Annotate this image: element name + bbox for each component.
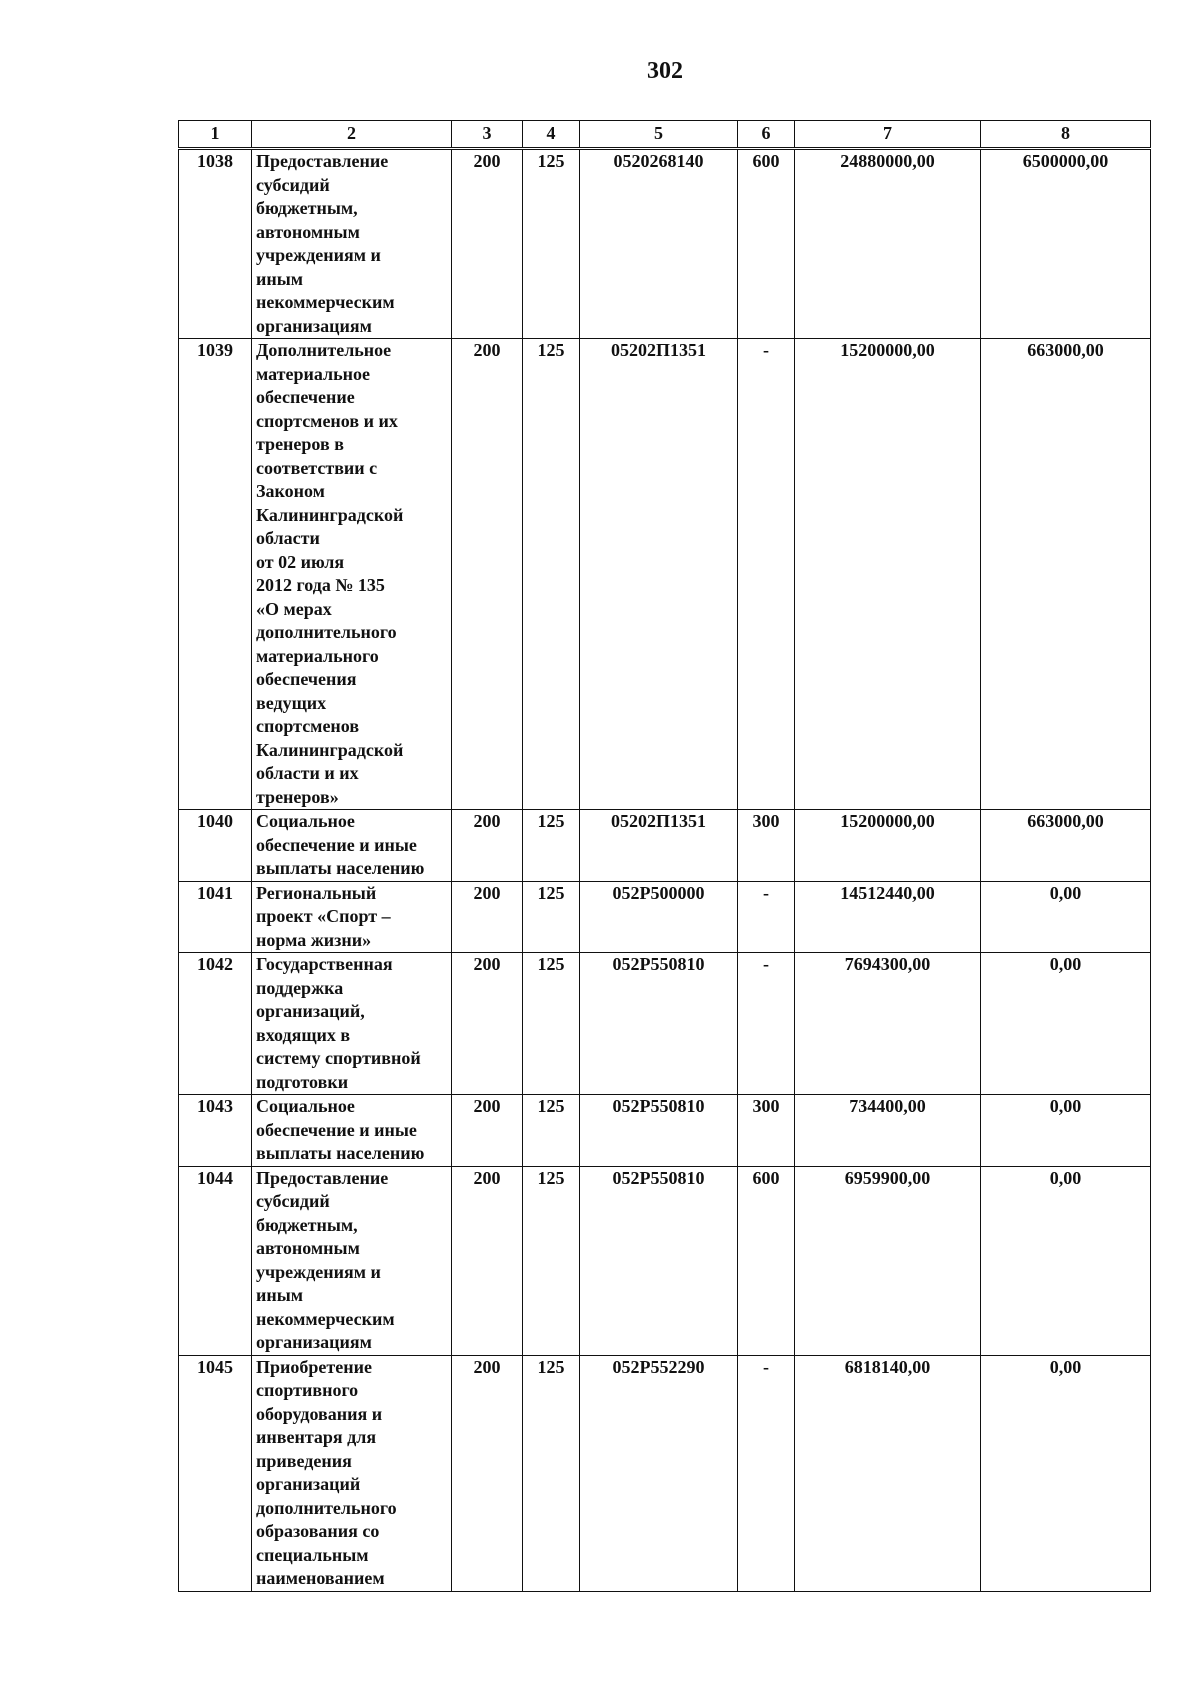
row-name-line: бюджетным,: [256, 1214, 358, 1235]
row-name-line: автономным: [256, 221, 360, 242]
row-name-line: дополнительного: [256, 622, 397, 642]
row-col-4: 125: [523, 881, 580, 953]
row-col-4: 125: [523, 1355, 580, 1591]
row-name-line: от 02 июля: [256, 551, 345, 572]
row-name-line: выплаты населению: [256, 858, 425, 878]
row-number: 1042: [179, 953, 252, 1095]
row-col-7: 15200000,00: [795, 810, 981, 882]
row-name-line: спортсменов и их: [256, 410, 398, 431]
row-col-3: 200: [452, 149, 523, 339]
row-col-8: 0,00: [981, 1166, 1151, 1355]
row-name-line: образования со: [256, 1521, 380, 1541]
table-row: [179, 339, 1151, 810]
row-col-8: 6500000,00: [981, 149, 1151, 339]
row-name-line: субсидий: [256, 174, 330, 195]
row-name-line: иным: [256, 268, 304, 289]
row-col-7: 6818140,00: [795, 1355, 981, 1591]
row-col-3: 200: [452, 810, 523, 882]
row-name-line: Социальное: [256, 1096, 355, 1116]
row-name-line: приведения: [256, 1450, 352, 1471]
row-name-line: «О мерах: [256, 598, 332, 619]
row-col-4: 125: [523, 953, 580, 1095]
row-col-6: 300: [738, 810, 795, 882]
row-number: 1043: [179, 1095, 252, 1167]
row-name: [252, 1095, 452, 1167]
header-col-1: 1: [179, 121, 252, 149]
row-col-5: 052P550810: [580, 953, 738, 1095]
row-col-5: 052P500000: [580, 881, 738, 953]
row-name-line: обеспечения: [256, 669, 357, 689]
row-name-line: учреждениям и: [256, 245, 381, 265]
row-name-line: Социальное: [256, 811, 355, 831]
row-col-7: 6959900,00: [795, 1166, 981, 1355]
row-name-line: Предоставление: [256, 151, 389, 171]
row-name: [252, 149, 452, 339]
row-col-3: 200: [452, 1166, 523, 1355]
row-col-8: 0,00: [981, 1095, 1151, 1167]
row-col-3: 200: [452, 1095, 523, 1167]
header-col-7: 7: [795, 121, 981, 149]
row-name-line: тренеров»: [256, 786, 339, 807]
row-col-7: 14512440,00: [795, 881, 981, 953]
row-name-line: Государственная: [256, 954, 393, 974]
row-name-line: оборудования и: [256, 1403, 383, 1424]
row-name-line: организаций: [256, 1474, 361, 1494]
row-col-4: 125: [523, 1095, 580, 1167]
row-name-line: Региональный: [256, 882, 377, 903]
row-name: [252, 810, 452, 882]
table-row: [179, 1095, 1151, 1167]
row-col-8: 0,00: [981, 1355, 1151, 1591]
header-row: [179, 121, 1151, 149]
row-name-line: обеспечение и иные: [256, 1119, 417, 1140]
row-name-line: автономным: [256, 1238, 360, 1258]
row-name-line: области и их: [256, 763, 359, 783]
header-col-6: 6: [738, 121, 795, 149]
row-name-line: Калининградской: [256, 504, 404, 525]
row-col-6: 600: [738, 1166, 795, 1355]
table-row: [179, 1355, 1151, 1591]
table-header: [179, 121, 1151, 149]
row-name-line: соответствии с: [256, 457, 378, 478]
row-name-line: тренеров в: [256, 434, 344, 454]
row-name-line: наименованием: [256, 1568, 385, 1588]
row-col-6: -: [738, 881, 795, 953]
row-name-line: выплаты населению: [256, 1143, 425, 1163]
header-col-3: 3: [452, 121, 523, 149]
row-name-line: Законом: [256, 481, 325, 501]
row-col-8: 663000,00: [981, 810, 1151, 882]
page-number: 302: [647, 58, 683, 84]
row-name-line: некоммерческим: [256, 292, 395, 312]
row-name-line: иным: [256, 1285, 304, 1305]
row-name-line: спортивного: [256, 1380, 359, 1400]
row-name: [252, 1355, 452, 1591]
row-col-7: 734400,00: [795, 1095, 981, 1167]
row-col-3: 200: [452, 881, 523, 953]
row-name-line: бюджетным,: [256, 198, 358, 218]
row-name-line: проект «Спорт –: [256, 906, 391, 926]
row-name-line: ведущих: [256, 692, 327, 713]
row-col-4: 125: [523, 1166, 580, 1355]
row-col-7: 7694300,00: [795, 953, 981, 1095]
row-col-4: 125: [523, 810, 580, 882]
row-name-line: Калининградской: [256, 739, 404, 760]
row-col-7: 15200000,00: [795, 339, 981, 810]
row-name-line: Предоставление: [256, 1167, 389, 1188]
table-row: [179, 149, 1151, 339]
row-name-line: области: [256, 528, 320, 548]
row-name-line: 2012 года № 135: [256, 575, 385, 595]
row-name-line: организациям: [256, 315, 372, 336]
row-col-5: 05202П1351: [580, 339, 738, 810]
row-col-8: 0,00: [981, 953, 1151, 1095]
row-name-line: дополнительного: [256, 1497, 397, 1518]
row-name-line: входящих в: [256, 1024, 351, 1045]
row-number: 1045: [179, 1355, 252, 1591]
row-col-3: 200: [452, 339, 523, 810]
row-col-5: 052P550810: [580, 1166, 738, 1355]
row-name-line: подготовки: [256, 1071, 349, 1092]
row-name-line: учреждениям и: [256, 1261, 381, 1282]
row-col-6: 600: [738, 149, 795, 339]
table-row: [179, 1166, 1151, 1355]
row-col-4: 125: [523, 149, 580, 339]
budget-table: [178, 120, 1151, 1592]
row-number: 1040: [179, 810, 252, 882]
table-row: [179, 881, 1151, 953]
row-name-line: Приобретение: [256, 1356, 372, 1377]
row-col-6: -: [738, 1355, 795, 1591]
row-col-4: 125: [523, 339, 580, 810]
row-name: [252, 953, 452, 1095]
row-name-line: обеспечение: [256, 387, 355, 407]
table-row: [179, 953, 1151, 1095]
row-name: [252, 881, 452, 953]
row-name-line: некоммерческим: [256, 1308, 395, 1329]
row-col-5: 052P550810: [580, 1095, 738, 1167]
row-name: [252, 1166, 452, 1355]
row-name-line: организациям: [256, 1332, 372, 1352]
row-col-5: 052P552290: [580, 1355, 738, 1591]
row-col-8: 663000,00: [981, 339, 1151, 810]
row-name-line: инвентаря для: [256, 1427, 377, 1447]
row-number: 1044: [179, 1166, 252, 1355]
row-number: 1041: [179, 881, 252, 953]
row-name-line: материальное: [256, 363, 371, 384]
header-col-5: 5: [580, 121, 738, 149]
row-number: 1038: [179, 149, 252, 339]
row-col-6: -: [738, 953, 795, 1095]
table-row: [179, 810, 1151, 882]
row-name-line: материального: [256, 645, 379, 666]
header-col-2: 2: [252, 121, 452, 149]
row-col-8: 0,00: [981, 881, 1151, 953]
row-name-line: специальным: [256, 1544, 369, 1565]
row-name-line: поддержка: [256, 977, 344, 998]
row-name-line: норма жизни»: [256, 929, 372, 950]
row-col-6: 300: [738, 1095, 795, 1167]
row-col-5: 05202П1351: [580, 810, 738, 882]
table-body: [179, 149, 1151, 1592]
row-col-6: -: [738, 339, 795, 810]
header-col-4: 4: [523, 121, 580, 149]
row-col-7: 24880000,00: [795, 149, 981, 339]
row-col-3: 200: [452, 1355, 523, 1591]
row-name-line: спортсменов: [256, 716, 360, 736]
row-name: [252, 339, 452, 810]
row-name-line: обеспечение и иные: [256, 834, 417, 855]
row-number: 1039: [179, 339, 252, 810]
row-name-line: Дополнительное: [256, 340, 392, 360]
row-name-line: организаций,: [256, 1001, 365, 1021]
row-name-line: субсидий: [256, 1191, 330, 1211]
header-col-8: 8: [981, 121, 1151, 149]
row-col-3: 200: [452, 953, 523, 1095]
row-name-line: систему спортивной: [256, 1048, 421, 1068]
row-col-5: 0520268140: [580, 149, 738, 339]
